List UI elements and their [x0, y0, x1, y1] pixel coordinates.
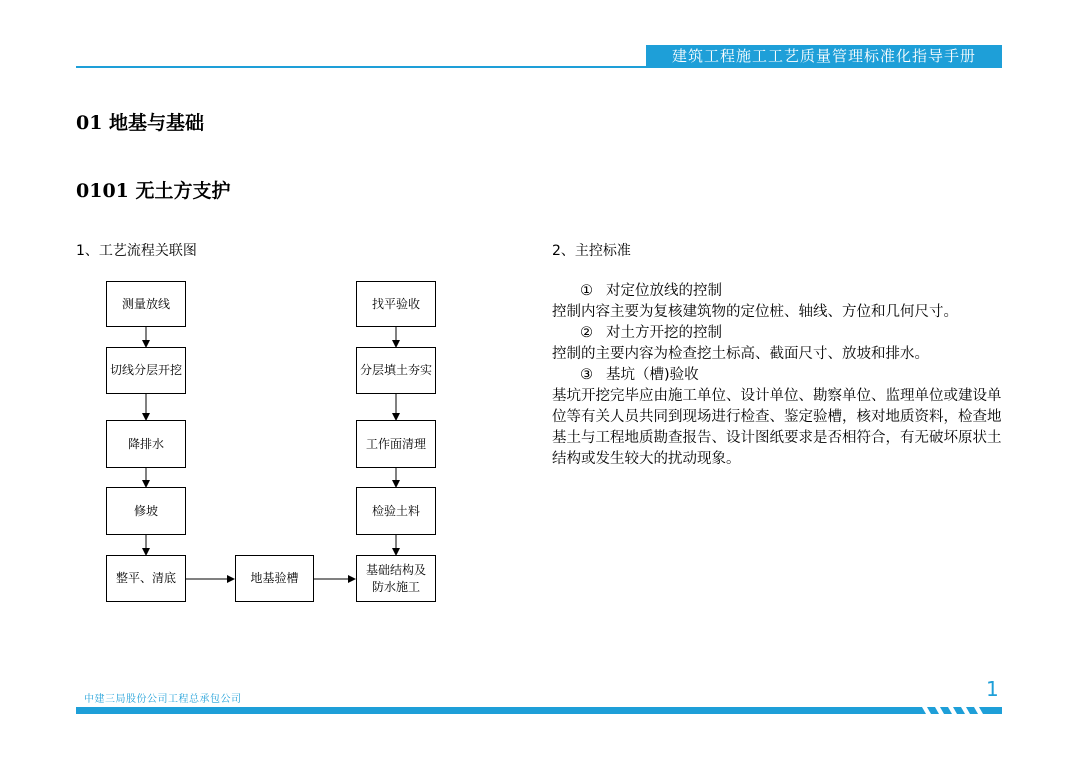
- flow-node-layered-compaction: 分层填土夯实: [356, 347, 436, 394]
- chapter-title: 01 地基与基础: [76, 112, 205, 134]
- footer-bar: [76, 707, 1002, 714]
- standard-heading-2: ② 对土方开挖的控制: [580, 325, 722, 341]
- footer-company: 中建三局股份公司工程总承包公司: [84, 694, 242, 705]
- standard-heading-3: ③ 基坑（槽)验收: [580, 367, 699, 383]
- footer-stripes-decoration: [918, 707, 988, 714]
- standards-list: [552, 281, 1004, 470]
- flow-node-slope-trimming: 修坡: [106, 487, 186, 535]
- flow-node-surface-cleanup: 工作面清理: [356, 420, 436, 468]
- flow-node-soil-check: 检验土料: [356, 487, 436, 535]
- flowchart-title: 1、工艺流程关联图: [76, 243, 197, 259]
- topic-title: 0101 无土方支护: [76, 180, 231, 202]
- standard-body-1: 控制内容主要为复核建筑物的定位桩、轴线、方位和几何尺寸。: [552, 304, 958, 320]
- standard-heading-1: ① 对定位放线的控制: [580, 283, 722, 299]
- flow-node-level-acceptance: 找平验收: [356, 281, 436, 327]
- standard-body-2: 控制的主要内容为检查挖土标高、截面尺寸、放坡和排水。: [552, 346, 929, 362]
- standard-body-3: 基坑开挖完毕应由施工单位、设计单位、勘察单位、监理单位或建设单位等有关人员共同到现场进行检查、鉴定验槽，核对地质资料，检查地基土与工程地质勘查报告、设计图纸要求是否相符合，有无破坏原状土结构或发生较大的扰动现象。: [552, 388, 1002, 467]
- flow-node-foundation-construction: 基础结构及防水施工: [356, 555, 436, 602]
- flow-node-survey: 测量放线: [106, 281, 186, 327]
- flow-node-dewatering: 降排水: [106, 420, 186, 468]
- flow-node-leveling: 整平、清底: [106, 555, 186, 602]
- standards-title: 2、主控标准: [552, 243, 631, 259]
- flow-node-foundation-inspection: 地基验槽: [235, 555, 314, 602]
- flow-node-layered-excavation: 切线分层开挖: [106, 347, 186, 394]
- header-title: 建筑工程施工工艺质量管理标准化指导手册: [646, 45, 1002, 67]
- page-number: 1: [986, 677, 999, 701]
